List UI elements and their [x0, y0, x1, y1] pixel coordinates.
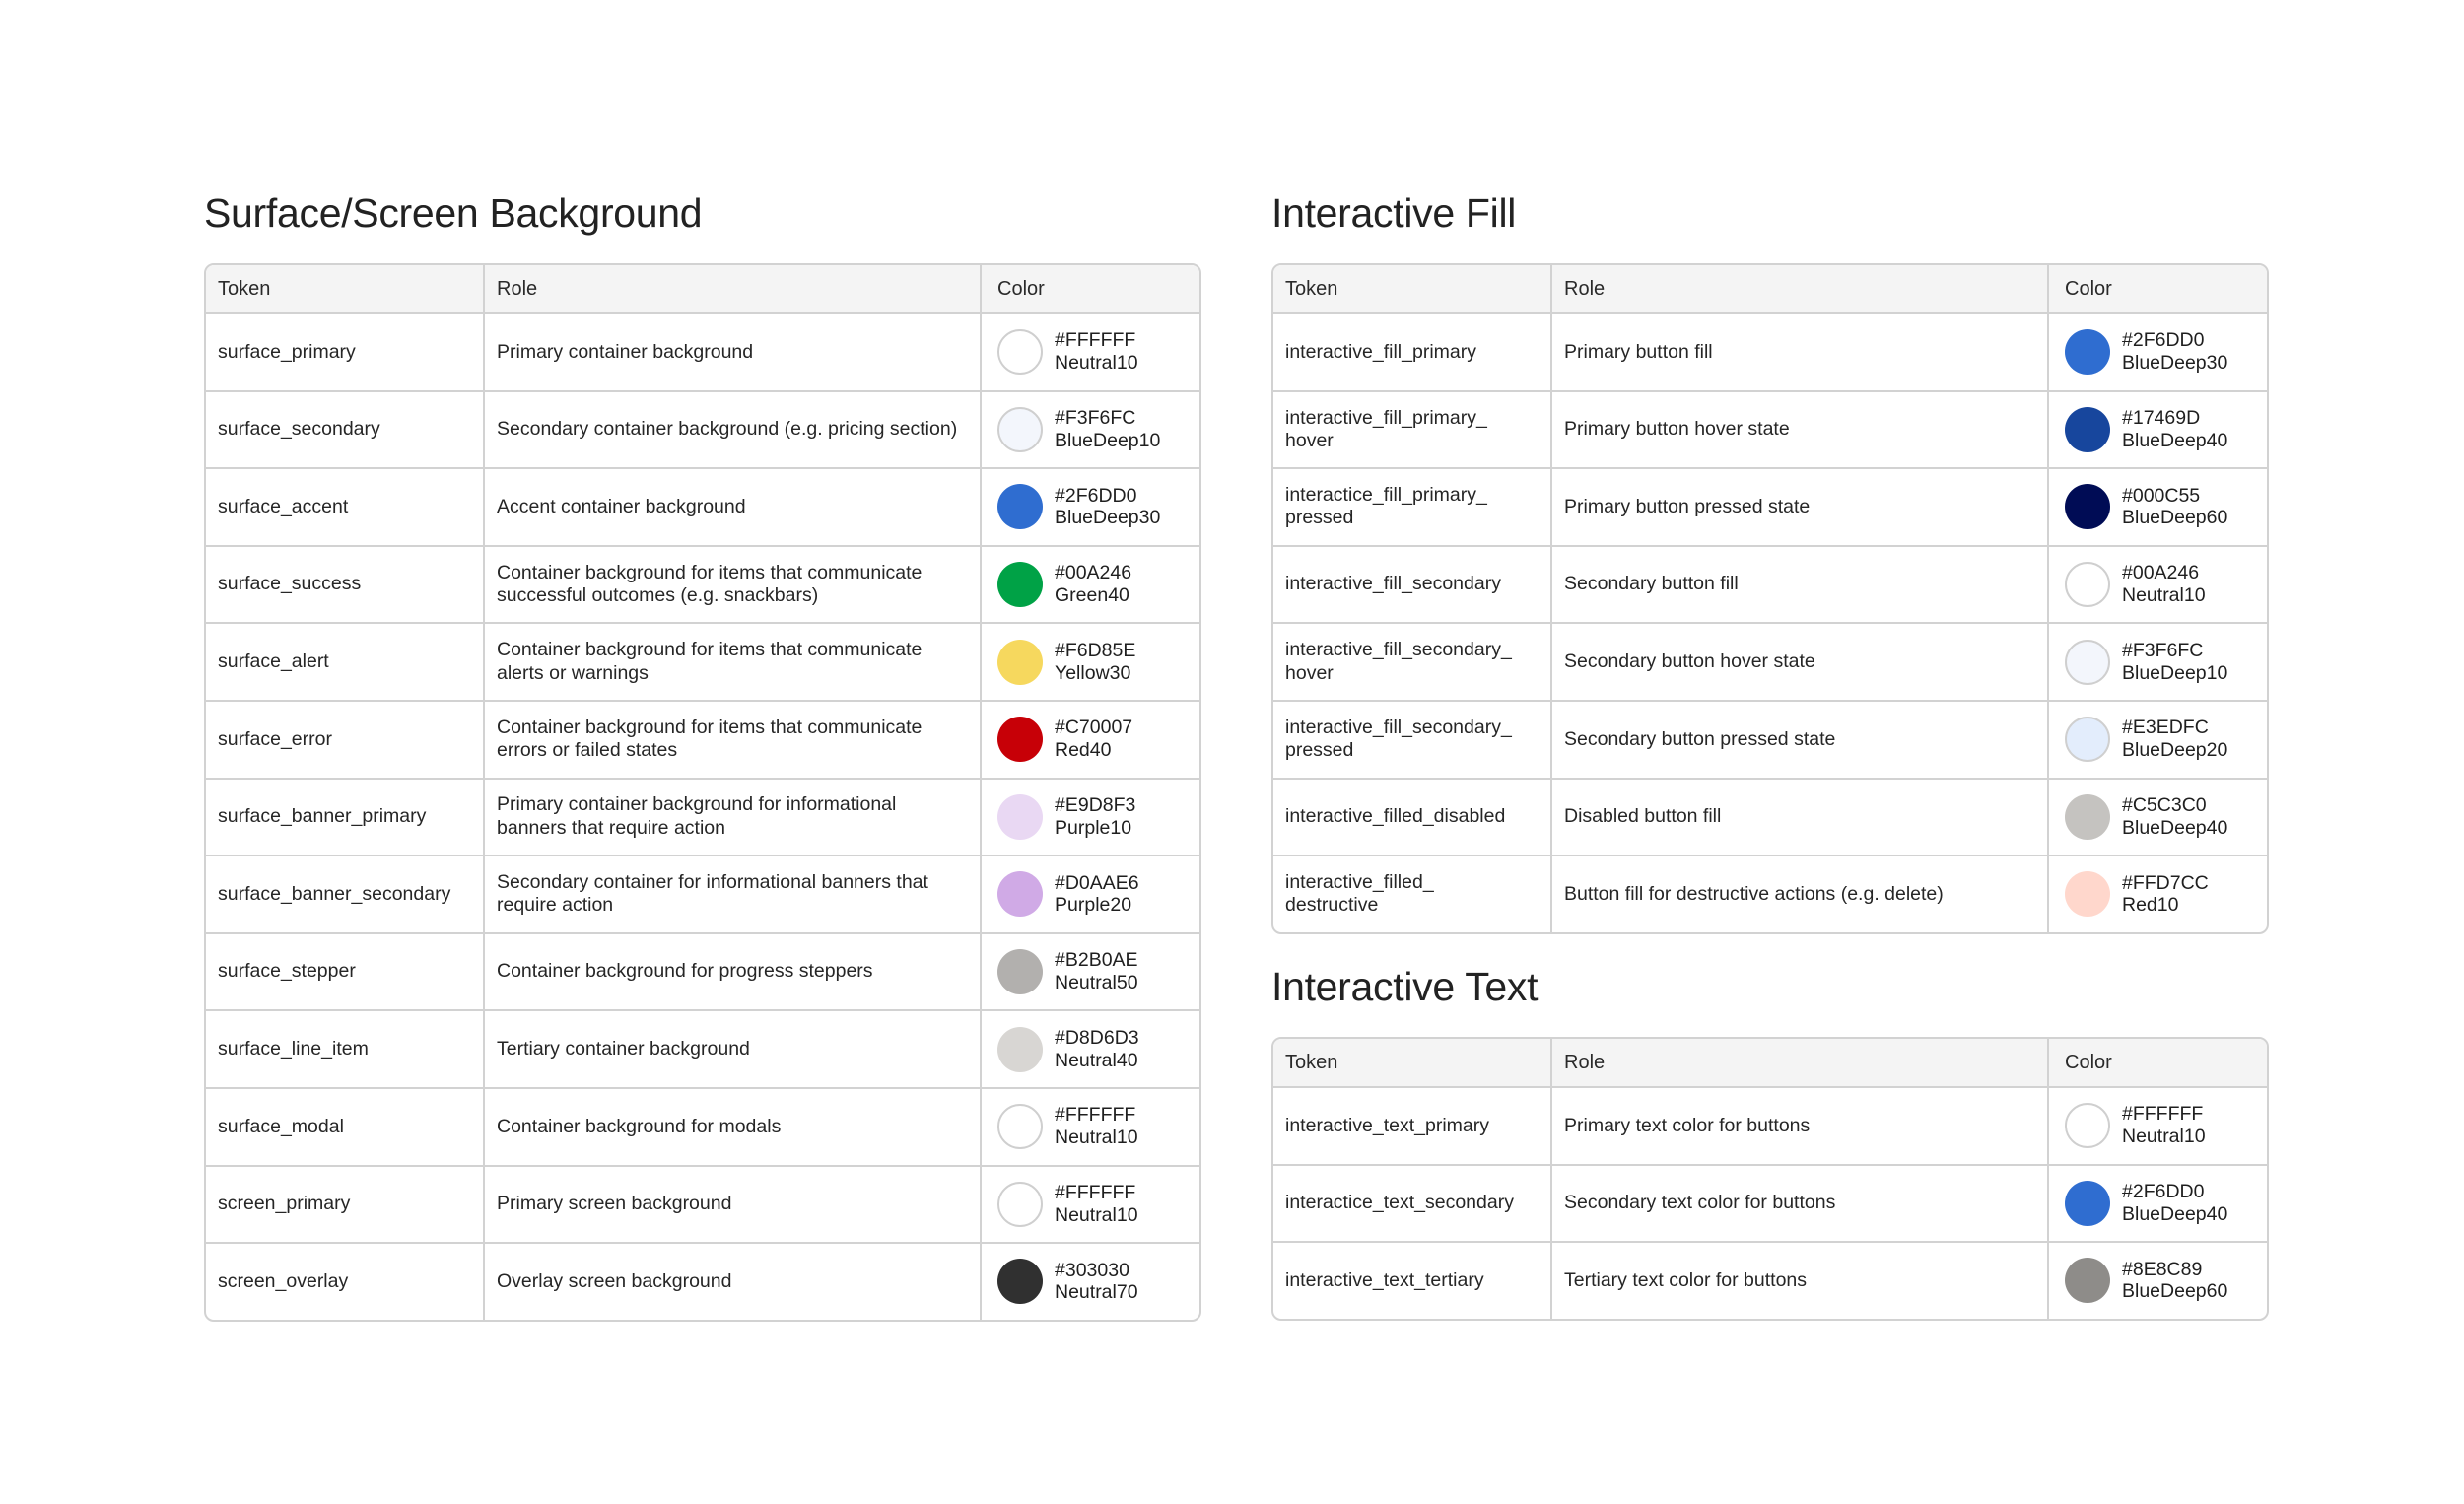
color-cell — [2047, 1088, 2267, 1164]
table-row — [1273, 622, 2267, 700]
color-swatch — [997, 1104, 1043, 1149]
color-token-name: Purple20 — [1055, 894, 1132, 917]
color-label — [2122, 562, 2206, 607]
table-row — [206, 390, 1199, 468]
color-hex: #F6D85E — [1055, 639, 1136, 661]
table-row — [1273, 467, 2267, 545]
color-token-name: BlueDeep60 — [2122, 1280, 2228, 1303]
color-hex: #FFFFFF — [1055, 1104, 1136, 1127]
color-label — [2122, 407, 2227, 452]
token-cell: surface_stepper — [218, 960, 356, 983]
color-swatch — [2065, 407, 2110, 452]
color-hex: #000C55 — [2122, 484, 2201, 507]
table-row — [1273, 1164, 2267, 1242]
color-cell — [980, 1011, 1199, 1087]
color-token-name: Neutral10 — [2122, 584, 2206, 607]
text-section-title: Interactive Text — [1271, 964, 1539, 1009]
role-cell: Secondary container for informational banners that require action — [483, 856, 980, 932]
table-row — [1273, 312, 2267, 390]
color-swatch — [2065, 562, 2110, 607]
color-token-name: Neutral10 — [2122, 1126, 2206, 1148]
color-label — [2122, 640, 2227, 685]
table-row — [206, 1009, 1199, 1087]
color-label — [1055, 717, 1132, 762]
table-row — [206, 1087, 1199, 1165]
color-hex: #17469D — [2122, 407, 2201, 430]
color-token-name: Red40 — [1055, 739, 1112, 762]
color-hex: #FFFFFF — [1055, 329, 1136, 352]
table-row — [206, 1165, 1199, 1243]
color-swatch — [997, 717, 1043, 762]
table-row — [206, 1242, 1199, 1320]
token-cell: interactive_filled_ destructive — [1285, 871, 1434, 917]
color-cell — [980, 392, 1199, 468]
color-swatch — [2065, 329, 2110, 375]
color-token-name: BlueDeep30 — [2122, 352, 2228, 375]
token-cell: surface_banner_primary — [218, 805, 427, 828]
color-token-name: Neutral40 — [1055, 1049, 1138, 1071]
text-section — [1271, 964, 1539, 1009]
color-swatch — [997, 407, 1043, 452]
token-cell: interactive_fill_secondary_ hover — [1285, 639, 1512, 684]
color-token-name: BlueDeep20 — [2122, 739, 2228, 762]
role-cell: Primary container background for informational banners that require action — [483, 780, 980, 855]
color-token-name: Green40 — [1055, 584, 1129, 607]
text-table — [1271, 1037, 2269, 1321]
color-token-name: Red10 — [2122, 894, 2179, 917]
role-cell: Accent container background — [483, 469, 980, 545]
color-hex: #FFFFFF — [2122, 1103, 2204, 1126]
color-label — [1055, 640, 1135, 685]
token-cell: interactive_text_primary — [1285, 1114, 1489, 1136]
color-hex: #D0AAE6 — [1055, 871, 1139, 894]
color-label — [1055, 794, 1135, 840]
color-label — [1055, 562, 1131, 607]
table-row — [206, 545, 1199, 623]
color-swatch — [2065, 1258, 2110, 1303]
token-cell: screen_primary — [218, 1193, 351, 1215]
color-token-name: BlueDeep40 — [2122, 816, 2228, 839]
color-hex: #FFD7CC — [2122, 871, 2209, 894]
color-hex: #00A246 — [1055, 562, 1132, 584]
color-label — [1055, 1182, 1138, 1227]
color-label — [1055, 872, 1139, 918]
color-hex: #D8D6D3 — [1055, 1026, 1139, 1049]
table-row — [206, 778, 1199, 855]
color-label — [1055, 485, 1160, 530]
column-header-role: Role — [1550, 265, 2047, 312]
fill-table-header — [1273, 265, 2267, 312]
color-swatch — [997, 562, 1043, 607]
token-cell: interactive_filled_disabled — [1285, 805, 1506, 828]
role-cell: Primary button pressed state — [1550, 469, 2047, 545]
color-label — [1055, 1027, 1139, 1072]
color-swatch — [997, 1027, 1043, 1072]
color-hex: #2F6DD0 — [2122, 329, 2205, 352]
color-cell — [980, 1089, 1199, 1165]
role-cell: Tertiary text color for buttons — [1550, 1243, 2047, 1319]
color-cell — [980, 1244, 1199, 1320]
color-hex: #8E8C89 — [2122, 1258, 2203, 1280]
token-cell: interactice_text_secondary — [1285, 1192, 1514, 1214]
color-cell — [980, 314, 1199, 390]
table-row — [206, 700, 1199, 778]
color-swatch — [997, 794, 1043, 840]
table-row — [1273, 1241, 2267, 1319]
color-token-name: Neutral50 — [1055, 972, 1138, 994]
role-cell: Container background for items that communicate successful outcomes (e.g. snackbars) — [483, 547, 980, 623]
color-label — [1055, 949, 1138, 994]
color-label — [2122, 1103, 2206, 1148]
text-table-header — [1273, 1039, 2267, 1086]
color-cell — [2047, 392, 2267, 468]
token-cell: surface_modal — [218, 1115, 344, 1137]
color-token-name: Neutral10 — [1055, 352, 1138, 375]
table-row — [206, 312, 1199, 390]
role-cell: Primary container background — [483, 314, 980, 390]
role-cell: Tertiary container background — [483, 1011, 980, 1087]
color-swatch — [997, 329, 1043, 375]
color-cell — [2047, 624, 2267, 700]
color-label — [1055, 407, 1160, 452]
table-row — [1273, 1086, 2267, 1164]
table-row — [206, 932, 1199, 1010]
color-label — [2122, 794, 2227, 840]
color-hex: #C5C3C0 — [2122, 794, 2207, 817]
color-cell — [980, 624, 1199, 700]
color-cell — [980, 469, 1199, 545]
color-cell — [2047, 780, 2267, 855]
role-cell: Button fill for destructive actions (e.g. delete) — [1550, 856, 2047, 932]
color-cell — [980, 547, 1199, 623]
column-header-color: Color — [980, 265, 1199, 312]
token-cell: surface_error — [218, 727, 332, 750]
color-token-name: BlueDeep10 — [2122, 661, 2228, 684]
color-swatch — [2065, 794, 2110, 840]
color-hex: #F3F6FC — [1055, 407, 1136, 430]
role-cell: Secondary button pressed state — [1550, 702, 2047, 778]
color-label — [1055, 329, 1138, 375]
role-cell: Secondary button fill — [1550, 547, 2047, 623]
token-cell: interactive_fill_primary_ hover — [1285, 406, 1487, 451]
color-hex: #E9D8F3 — [1055, 794, 1136, 817]
token-cell: surface_banner_secondary — [218, 882, 451, 905]
token-cell: surface_alert — [218, 649, 329, 672]
color-label — [2122, 717, 2227, 762]
color-token-name: BlueDeep60 — [2122, 507, 2228, 529]
token-cell: interactice_fill_primary_ pressed — [1285, 484, 1487, 529]
fill-section-title: Interactive Fill — [1271, 190, 1517, 236]
table-row — [206, 622, 1199, 700]
color-hex: #C70007 — [1055, 717, 1133, 739]
color-hex: #B2B0AE — [1055, 949, 1138, 972]
role-cell: Secondary text color for buttons — [1550, 1166, 2047, 1242]
color-cell — [2047, 1243, 2267, 1319]
color-cell — [980, 1167, 1199, 1243]
token-cell: surface_secondary — [218, 418, 380, 441]
color-hex: #E3EDFC — [2122, 717, 2209, 739]
color-swatch — [997, 1259, 1043, 1304]
role-cell: Container background for progress steppers — [483, 934, 980, 1010]
token-cell: interactive_fill_primary — [1285, 340, 1476, 363]
role-cell: Primary text color for buttons — [1550, 1088, 2047, 1164]
color-cell — [980, 856, 1199, 932]
table-row — [206, 467, 1199, 545]
role-cell: Secondary container background (e.g. pricing section) — [483, 392, 980, 468]
color-label — [2122, 1181, 2227, 1226]
color-swatch — [2065, 640, 2110, 685]
color-token-name: Yellow30 — [1055, 661, 1131, 684]
surface-section — [204, 190, 703, 236]
color-hex: #00A246 — [2122, 562, 2200, 584]
role-cell: Overlay screen background — [483, 1244, 980, 1320]
role-cell: Primary button fill — [1550, 314, 2047, 390]
table-row — [1273, 855, 2267, 932]
column-header-token: Token — [1285, 278, 1338, 300]
color-token-name: BlueDeep40 — [2122, 1202, 2228, 1225]
color-cell — [980, 934, 1199, 1010]
table-row — [206, 855, 1199, 932]
color-swatch — [2065, 717, 2110, 762]
color-token-name: Neutral10 — [1055, 1203, 1138, 1226]
table-row — [1273, 390, 2267, 468]
color-token-name: BlueDeep10 — [1055, 429, 1161, 451]
color-swatch — [2065, 1103, 2110, 1148]
color-label — [2122, 329, 2227, 375]
role-cell: Container background for modals — [483, 1089, 980, 1165]
token-cell: surface_line_item — [218, 1037, 369, 1060]
color-swatch — [997, 640, 1043, 685]
column-header-color: Color — [2047, 1039, 2267, 1086]
color-cell — [2047, 314, 2267, 390]
color-label — [2122, 872, 2209, 918]
color-swatch — [997, 1182, 1043, 1227]
color-token-name: Purple10 — [1055, 816, 1132, 839]
token-cell: interactive_fill_secondary — [1285, 573, 1501, 595]
role-cell: Primary screen background — [483, 1167, 980, 1243]
color-hex: #2F6DD0 — [2122, 1181, 2205, 1203]
fill-section — [1271, 190, 1517, 236]
color-token-name: Neutral10 — [1055, 1127, 1138, 1149]
token-cell: surface_success — [218, 573, 362, 595]
role-cell: Secondary button hover state — [1550, 624, 2047, 700]
color-token-name: BlueDeep30 — [1055, 507, 1161, 529]
color-label — [2122, 1259, 2227, 1304]
column-header-role: Role — [483, 265, 980, 312]
color-swatch — [997, 949, 1043, 994]
surface-table — [204, 263, 1201, 1322]
color-cell — [980, 702, 1199, 778]
column-header-token: Token — [218, 278, 271, 300]
color-swatch — [997, 871, 1043, 917]
column-header-color: Color — [2047, 265, 2267, 312]
color-swatch — [997, 484, 1043, 529]
role-cell: Disabled button fill — [1550, 780, 2047, 855]
token-cell: surface_primary — [218, 340, 356, 363]
color-label — [1055, 1104, 1138, 1149]
color-swatch — [2065, 1181, 2110, 1226]
color-label — [2122, 485, 2227, 530]
color-cell — [980, 780, 1199, 855]
surface-table-header — [206, 265, 1199, 312]
color-cell — [2047, 1166, 2267, 1242]
color-cell — [2047, 547, 2267, 623]
fill-table — [1271, 263, 2269, 934]
color-cell — [2047, 856, 2267, 932]
column-header-token: Token — [1285, 1052, 1338, 1073]
column-header-role: Role — [1550, 1039, 2047, 1086]
role-cell: Container background for items that communicate alerts or warnings — [483, 624, 980, 700]
color-label — [1055, 1260, 1138, 1305]
table-row — [1273, 700, 2267, 778]
color-swatch — [2065, 871, 2110, 917]
color-hex: #F3F6FC — [2122, 639, 2204, 661]
token-cell: interactive_fill_secondary_ pressed — [1285, 716, 1512, 762]
color-token-name: Neutral70 — [1055, 1281, 1138, 1304]
color-hex: #FFFFFF — [1055, 1182, 1136, 1204]
table-row — [1273, 778, 2267, 855]
token-cell: interactive_text_tertiary — [1285, 1268, 1484, 1291]
color-token-name: BlueDeep40 — [2122, 429, 2228, 451]
surface-section-title: Surface/Screen Background — [204, 190, 703, 236]
color-hex: #2F6DD0 — [1055, 484, 1137, 507]
color-swatch — [2065, 484, 2110, 529]
token-cell: screen_overlay — [218, 1269, 349, 1292]
role-cell: Container background for items that communicate errors or failed states — [483, 702, 980, 778]
token-cell: surface_accent — [218, 495, 349, 517]
color-hex: #303030 — [1055, 1259, 1129, 1281]
color-cell — [2047, 469, 2267, 545]
color-cell — [2047, 702, 2267, 778]
table-row — [1273, 545, 2267, 623]
role-cell: Primary button hover state — [1550, 392, 2047, 468]
